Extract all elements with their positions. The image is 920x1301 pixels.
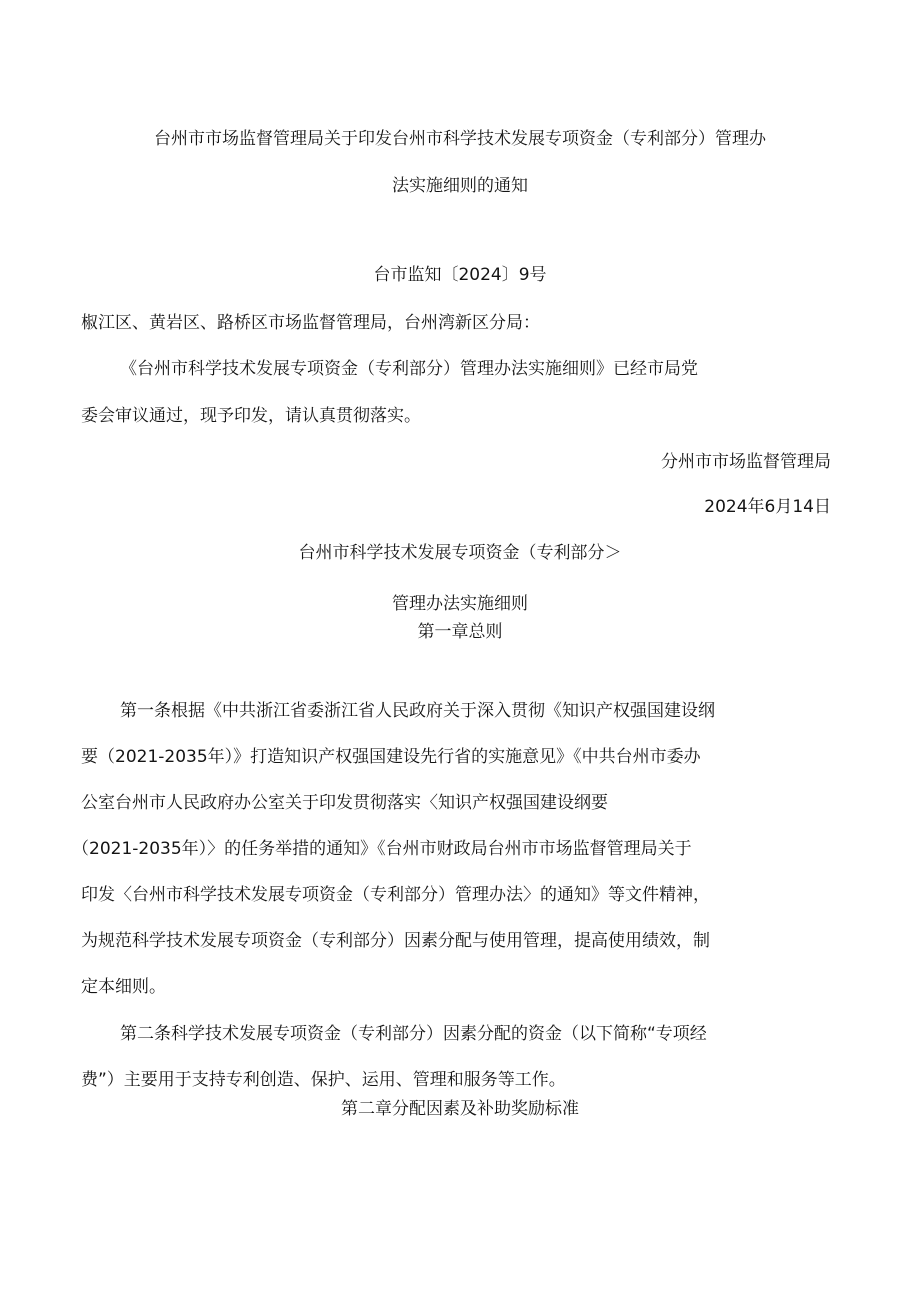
- article-1-line: 印发〈台州市科学技术发展专项资金（专利部分）管理办法〉的通知》等文件精神，: [81, 885, 710, 905]
- intro-paragraph-line-2: 委会审议通过，现予印发，请认真贯彻落实。: [81, 406, 421, 426]
- recipients: 椒江区、黄岩区、路桥区市场监督管理局，台州湾新区分局：: [81, 313, 540, 333]
- issue-date: 2024年6月14日: [704, 497, 831, 517]
- article-2-line: 费”）主要用于支持专利创造、保护、运用、管理和服务等工作。: [81, 1070, 566, 1090]
- rules-subtitle-line-2: 管理办法实施细则: [392, 594, 528, 614]
- article-2-line: 第二条科学技术发展专项资金（专利部分）因素分配的资金（以下简称“专项经: [120, 1024, 707, 1044]
- article-1-line: （2021-2035年）〉的任务举措的通知》《台州市财政局台州市市场监督管理局关于: [72, 839, 692, 859]
- chapter-2-heading: 第二章分配因素及补助奖励标准: [341, 1099, 579, 1119]
- article-1-line: 公室台州市人民政府办公室关于印发贯彻落实〈知识产权强国建设纲要: [81, 793, 608, 813]
- issuer-signature: 分州市市场监督管理局: [661, 452, 831, 472]
- article-1-line: 定本细则。: [81, 977, 166, 997]
- notice-title-line-2: 法实施细则的通知: [392, 176, 528, 196]
- document-number: 台市监知〔2024〕9号: [373, 265, 547, 285]
- article-1-line: 要（2021-2035年）》打造知识产权强国建设先行省的实施意见》《中共台州市委办: [81, 747, 701, 767]
- article-1-line: 为规范科学技术发展专项资金（专利部分）因素分配与使用管理，提高使用绩效，制: [81, 931, 710, 951]
- rules-subtitle-line-1: 台州市科学技术发展专项资金（专利部分＞: [298, 543, 622, 563]
- intro-paragraph-line-1: 《台州市科学技术发展专项资金（专利部分）管理办法实施细则》已经市局党: [120, 359, 698, 379]
- chapter-1-heading: 第一章总则: [417, 622, 503, 642]
- article-1-line: 第一条根据《中共浙江省委浙江省人民政府关于深入贯彻《知识产权强国建设纲: [120, 701, 715, 721]
- notice-title-line-1: 台州市市场监督管理局关于印发台州市科学技术发展专项资金（专利部分）管理办: [154, 129, 766, 149]
